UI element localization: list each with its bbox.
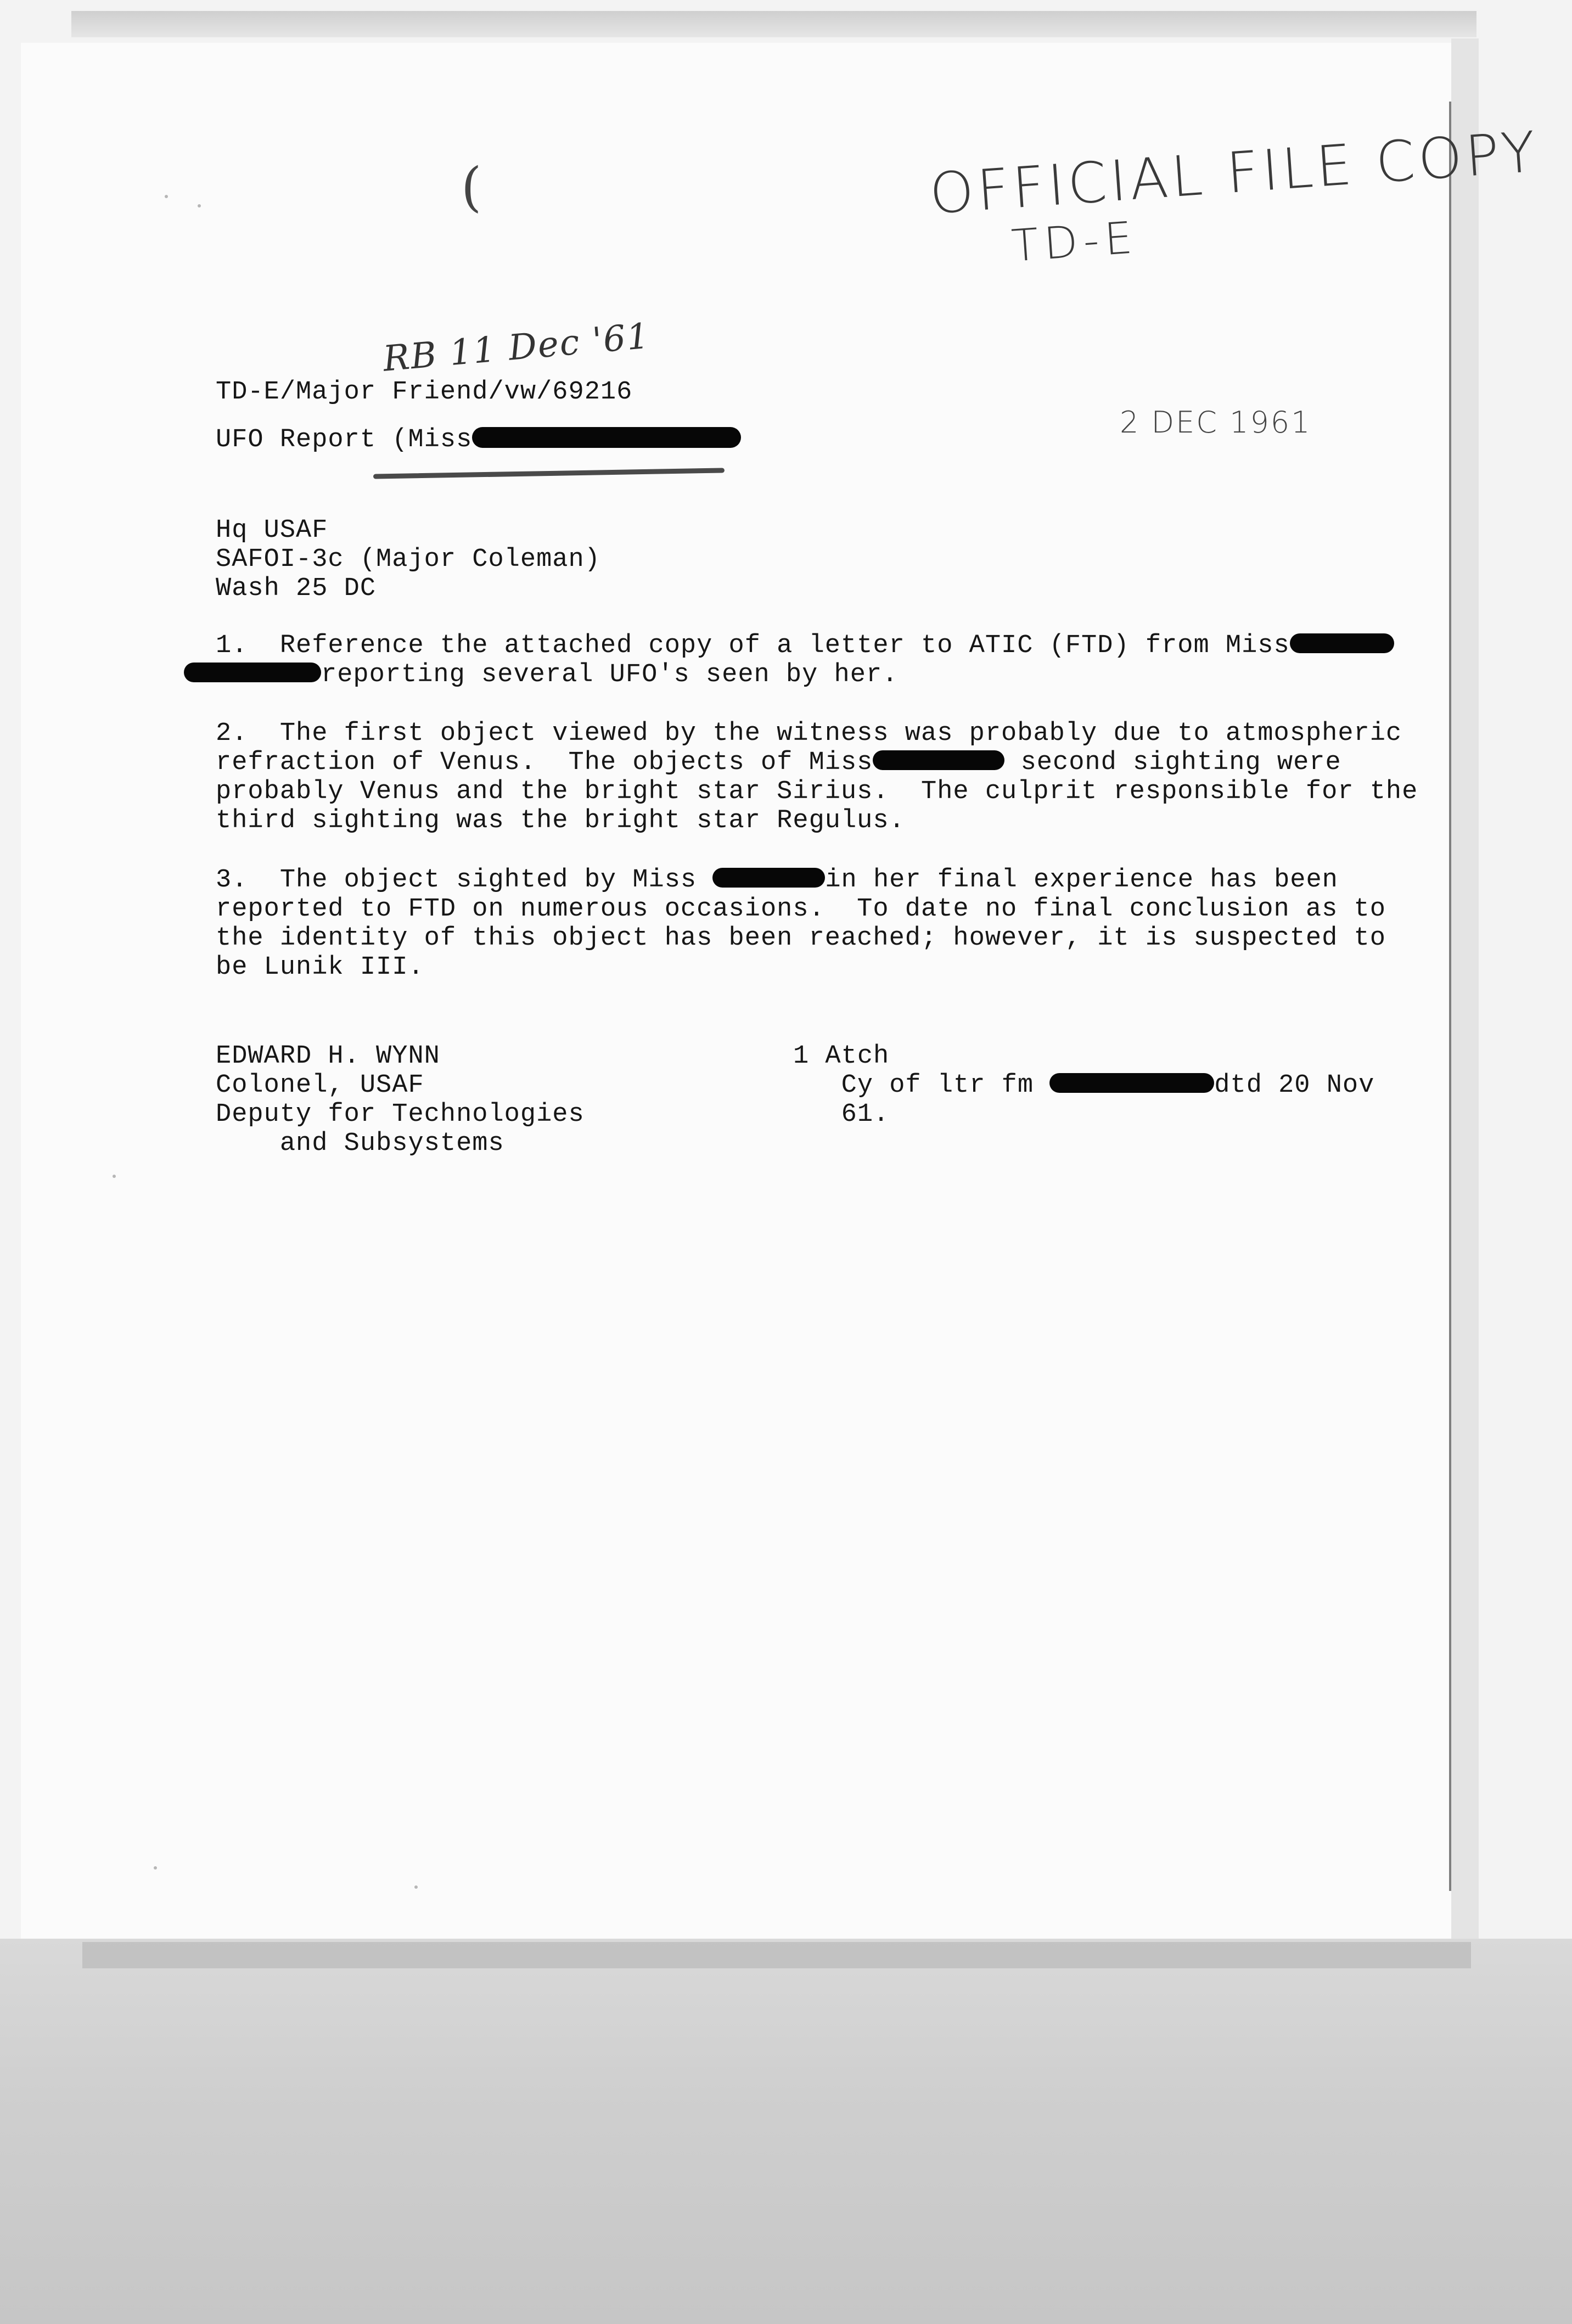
paragraph-text: reporting several UFO's seen by her. — [321, 660, 899, 689]
redaction-bar — [1290, 633, 1394, 653]
redaction-bar — [472, 427, 741, 448]
date-stamp: 2 DEC 1961 — [1120, 405, 1312, 440]
document-sheet — [21, 43, 1470, 1940]
addressee-line-2: SAFOI-3c (Major Coleman) — [216, 545, 600, 574]
paragraph-text: second sighting were — [1004, 748, 1341, 777]
office-stamp-td-e: TD-E — [1010, 211, 1139, 272]
office-symbol-line: TD-E/Major Friend/vw/69216 — [216, 378, 633, 407]
redaction-bar — [1049, 1073, 1214, 1093]
page-edge-line — [1449, 102, 1451, 1891]
paragraph-2-line-2 — [216, 748, 1341, 777]
attachment-date-year: 61. — [793, 1100, 890, 1129]
paragraph-2-line-3: probably Venus and the bright star Sirius. The culprit responsible for the — [216, 777, 1418, 806]
paragraph-text: 3. The object sighted by Miss — [216, 866, 713, 895]
handwritten-initials-date: RB 11 Dec '61 — [381, 316, 652, 380]
attachment-text: Cy of ltr fm — [793, 1071, 1050, 1100]
signature-rank: Colonel, USAF — [216, 1071, 424, 1100]
signature-name: EDWARD H. WYNN — [216, 1042, 440, 1071]
paragraph-1-line-2 — [184, 660, 898, 689]
redaction-bar — [712, 868, 825, 888]
addressee-line-1: Hq USAF — [216, 516, 328, 545]
paragraph-2-line-1: 2. The first object viewed by the witness was probably due to atmospheric — [216, 719, 1402, 748]
signature-title-1: Deputy for Technologies — [216, 1100, 585, 1129]
scan-speck — [165, 195, 168, 198]
paragraph-2-line-4: third sighting was the bright star Regulus. — [216, 806, 905, 835]
subject-text: UFO Report (Miss — [216, 425, 473, 454]
scan-speck — [198, 204, 201, 207]
scan-speck — [113, 1175, 116, 1178]
signature-title-2: and Subsystems — [216, 1129, 504, 1158]
handwritten-mark: ( — [461, 156, 482, 218]
paragraph-1-line-1 — [216, 631, 1394, 660]
paragraph-3-line-1 — [216, 866, 1338, 895]
scan-bottom-strip — [0, 1939, 1572, 2324]
attachment-description — [793, 1071, 1374, 1100]
scan-bottom-band — [82, 1942, 1471, 1968]
paragraph-3-line-2: reported to FTD on numerous occasions. To date no final conclusion as to — [216, 895, 1386, 924]
scan-top-strip — [71, 11, 1476, 37]
scan-right-margin — [1451, 38, 1479, 1943]
official-file-copy-stamp: OFFICIAL FILE COPY — [928, 119, 1541, 227]
attachment-count: 1 Atch — [793, 1042, 890, 1071]
addressee-line-3: Wash 25 DC — [216, 574, 377, 603]
paragraph-3-line-3: the identity of this object has been reached; however, it is suspected to — [216, 924, 1386, 953]
paragraph-3-line-4: be Lunik III. — [216, 953, 424, 982]
redaction-bar — [184, 663, 321, 682]
scan-speck — [154, 1866, 157, 1870]
paragraph-text: 1. Reference the attached copy of a letter to ATIC (FTD) from Miss — [216, 631, 1290, 660]
attachment-text: dtd 20 Nov — [1214, 1071, 1375, 1100]
paragraph-text: in her final experience has been — [825, 866, 1338, 895]
redaction-bar — [873, 750, 1004, 770]
subject-line — [216, 425, 741, 454]
scan-speck — [414, 1885, 418, 1889]
paragraph-text: refraction of Venus. The objects of Miss — [216, 748, 873, 777]
